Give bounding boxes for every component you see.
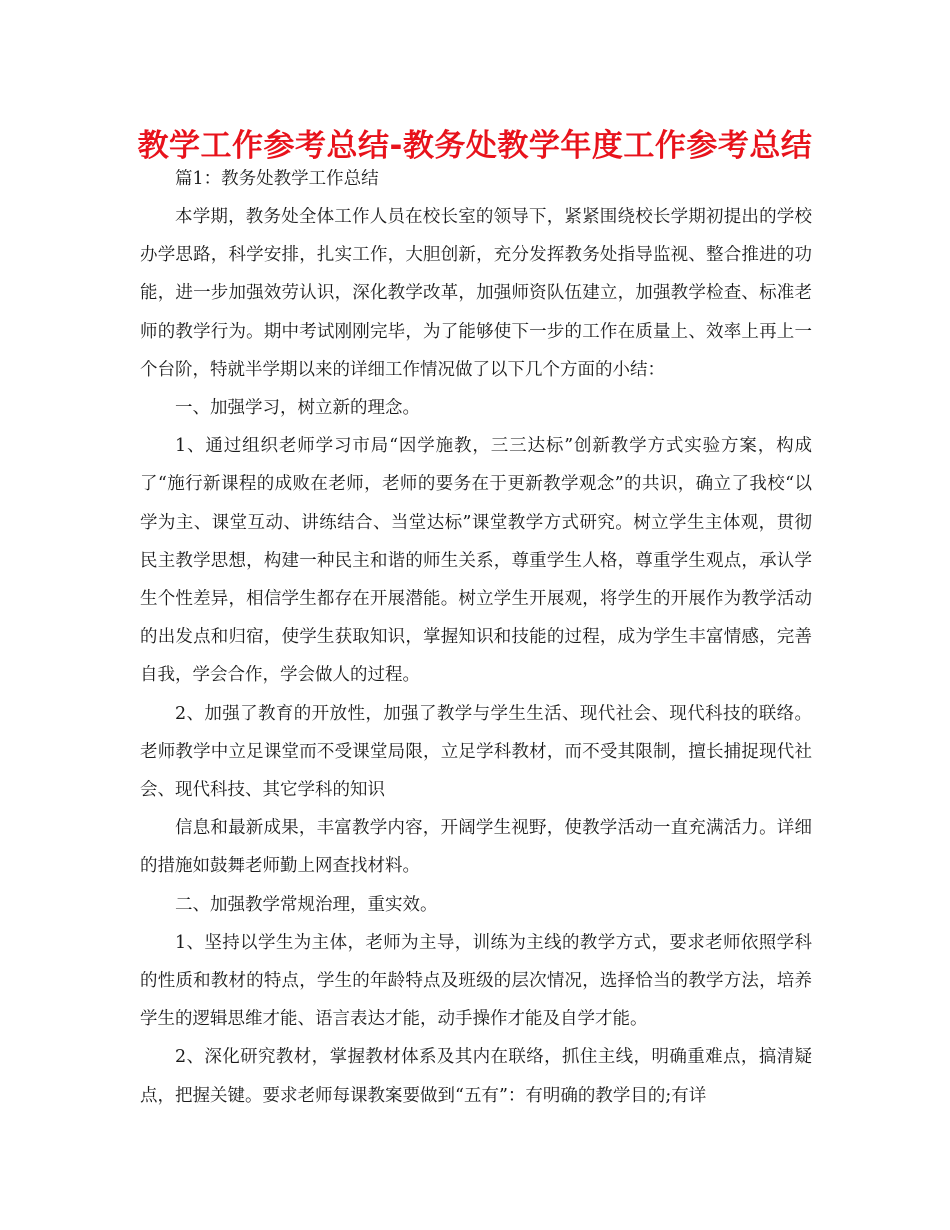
paragraph: 2、深化研究教材，掌握教材体系及其内在联络，抓住主线，明确重难点，搞清疑点，把握关键。要求老师每课教案要做到“五有”：有明确的教学目的;有详 — [140, 1047, 812, 1106]
paragraph: 1、通过组织老师学习市局“因学施教，三三达标”创新教学方式实验方案，构成了“施行新课程的成败在老师，老师的要务在于更新教学观念”的共识，确立了我校“以学为主、课堂互动、讲练结合、当堂达标”课堂教学方式研究。树立学生主体观，贯彻民主教学思想，构建一种民主和谐的师生关系，尊重学生人格，尊重学生观点，承认学生个性差异，相信学生都存在开展潜能。树立学生开展观，将学生的开展作为教学活动的出发点和归宿，使学生获取知识，掌握知识和技能的过程，成为学生丰富情感，完善自我，学会合作，学会做人的过程。 — [140, 436, 812, 686]
document-title: 教学工作参考总结-教务处教学年度工作参考总结 — [137, 128, 813, 164]
section-heading: 二、加强教学常规治理，重实效。 — [175, 894, 438, 915]
paragraph: 1、坚持以学生为主体，老师为主导，训练为主线的教学方式，要求老师依照学科的性质和教材的特点，学生的年龄特点及班级的层次情况，选择恰当的教学方法，培养学生的逻辑思维才能、语言表达才能，动手操作才能及自学才能。 — [140, 932, 812, 1030]
paragraph: 本学期，教务处全体工作人员在校长室的领导下，紧紧围绕校长学期初提出的学校办学思路，科学安排，扎实工作，大胆创新，充分发挥教务处指导监视、整合推进的功能，进一步加强效劳认识，深化教学改革，加强师资队伍建立，加强教学检查、标准老师的教学行为。期中考试刚刚完毕，为了能够使下一步的工作在质量上、效率上再上一个台阶，特就半学期以来的详细工作情况做了以下几个方面的小结： — [140, 207, 812, 380]
document-body — [140, 162, 812, 1115]
section-heading: 一、加强学习，树立新的理念。 — [175, 398, 420, 419]
paragraph: 信息和最新成果，丰富教学内容，开阔学生视野，使教学活动一直充满活力。详细的措施如鼓舞老师勤上网查找材料。 — [140, 818, 812, 877]
paragraph: 2、加强了教育的开放性，加强了教学与学生生活、现代社会、现代科技的联络。老师教学中立足课堂而不受课堂局限，立足学科教材，而不受其限制，擅长捕捉现代社会、现代科技、其它学科的知识 — [140, 703, 812, 801]
section-subtitle: 篇1：教务处教学工作总结 — [175, 169, 379, 189]
